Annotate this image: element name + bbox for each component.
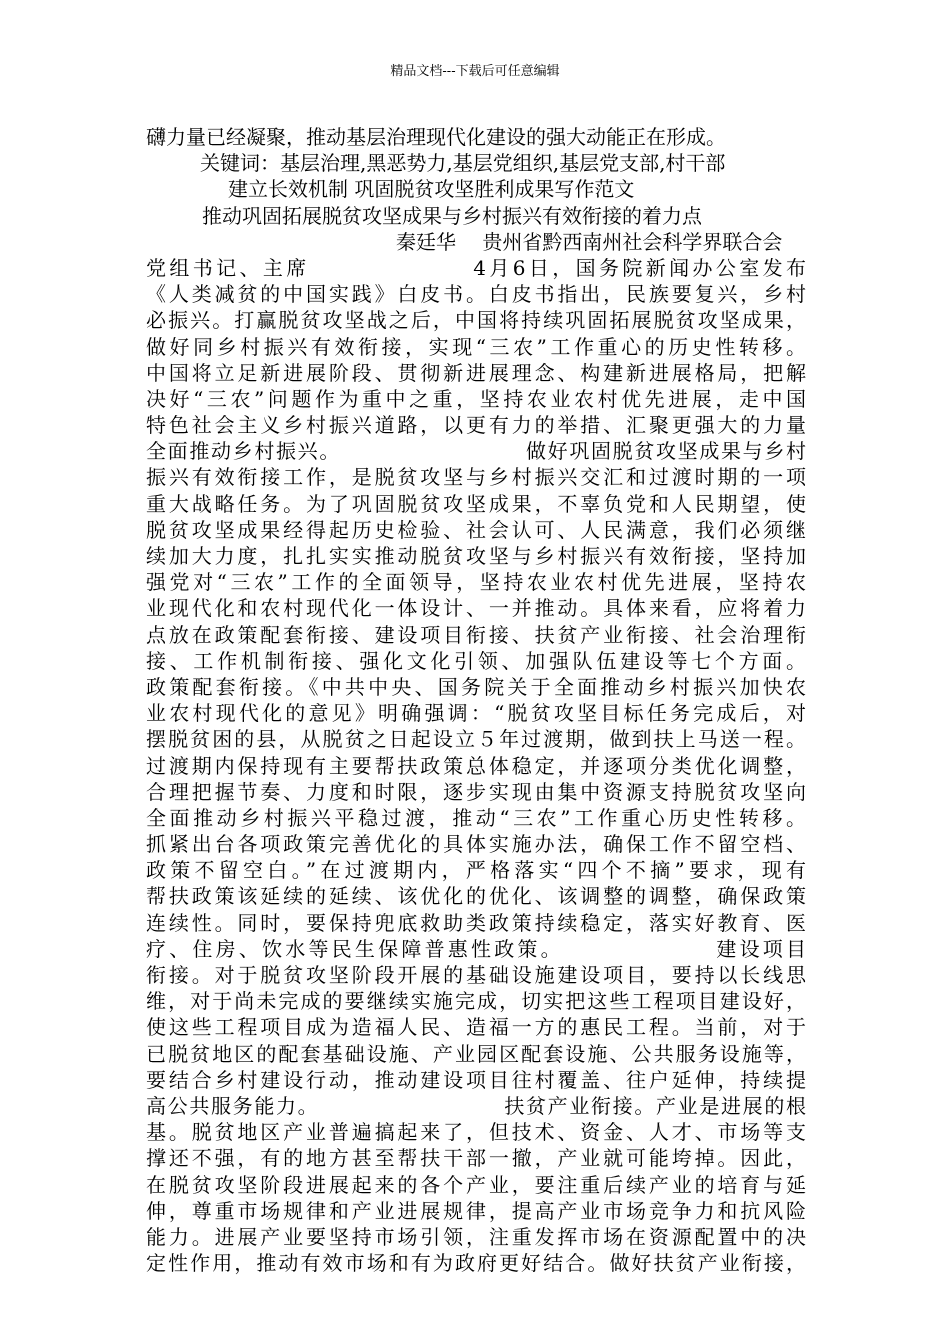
body-line: 过渡期内保持现有主要帮扶政策总体稳定，并逐项分类优化调整， (146, 753, 806, 778)
keywords-line: 关键词：基层治理,黑恶势力,基层党组织,基层党支部,村干部 (200, 151, 726, 176)
body-line: 政策不留空白。”在过渡期内，严格落实“四个不摘”要求，现有 (146, 858, 806, 883)
body-line: 脱贫攻坚成果经得起历史检验、社会认可、人民满意，我们必须继 (146, 517, 806, 542)
body-line: 全面推动乡村振兴。 做好巩固脱贫攻坚成果与乡村 (146, 439, 806, 464)
body-line: 撑还不强，有的地方甚至帮扶干部一撤，产业就可能垮掉。因此， (146, 1146, 806, 1171)
body-line: 接、工作机制衔接、强化文化引领、加强队伍建设等七个方面。 (146, 648, 806, 673)
body-line: 《人类减贫的中国实践》白皮书。白皮书指出，民族要复兴，乡村 (146, 282, 806, 307)
body-line: 衔接。对于脱贫攻坚阶段开展的基础设施建设项目，要持以长线思 (146, 963, 806, 987)
body-line: 伸，尊重市场规律和产业进展规律，提高产业市场竞争力和抗风险 (146, 1198, 806, 1223)
body-line: 抓紧出台各项政策完善优化的具体实施办法，确保工作不留空档、 (146, 832, 806, 857)
body-line: 连续性。同时，要保持兜底救助类政策持续稳定，落实好教育、医 (146, 910, 806, 935)
author-line: 秦廷华 贵州省黔西南州社会科学界联合会 (396, 229, 783, 254)
body-line: 摆脱贫困的县，从脱贫之日起设立５年过渡期，做到扶上马送一程。 (146, 727, 806, 752)
document-body (146, 124, 806, 1276)
section-title: 建立长效机制 巩固脱贫攻坚胜利成果写作范文 (228, 177, 635, 202)
body-line: 定性作用，推动有效市场和有为政府更好结合。做好扶贫产业衔接， (146, 1251, 806, 1276)
body-line: 业现代化和农村现代化一体设计、一并推动。具体来看，应将着力 (146, 596, 806, 621)
body-line: 在脱贫攻坚阶段进展起来的各个产业，要注重后续产业的培育与延 (146, 1172, 806, 1197)
body-line: 已脱贫地区的配套基础设施、产业园区配套设施、公共服务设施等， (146, 1041, 806, 1066)
body-line: 续加大力度，扎扎实实推动脱贫攻坚与乡村振兴有效衔接，坚持加 (146, 544, 806, 568)
body-line: 礴力量已经凝聚，推动基层治理现代化建设的强大动能正在形成。 (146, 125, 726, 149)
page-header: 精品文档---下载后可任意编辑 (390, 64, 560, 79)
body-line: 中国将立足新进展阶段、贯彻新进展理念、构建新进展格局，把解 (146, 360, 806, 385)
body-line: 基。脱贫地区产业普遍搞起来了，但技术、资金、人才、市场等支 (146, 1120, 806, 1145)
body-line: 合理把握节奏、力度和时限，逐步实现由集中资源支持脱贫攻坚向 (146, 779, 806, 804)
body-line: 重大战略任务。为了巩固脱贫攻坚成果，不辜负党和人民期望，使 (146, 491, 806, 516)
body-line: 维，对于尚未完成的要继续实施完成，切实把这些工程项目建设好， (146, 989, 806, 1014)
body-line: 全面推动乡村振兴平稳过渡，推动“三农”工作重心历史性转移。 (146, 805, 806, 830)
body-line: 点放在政策配套衔接、建设项目衔接、扶贫产业衔接、社会治理衔 (146, 622, 806, 647)
body-line: 特色社会主义乡村振兴道路，以更有力的举措、汇聚更强大的力量 (146, 413, 806, 438)
body-line: 政策配套衔接。《中共中央、国务院关于全面推动乡村振兴加快农 (146, 674, 806, 699)
body-line: 高公共服务能力。 扶贫产业衔接。产业是进展的根 (146, 1093, 806, 1118)
article-title: 推动巩固拓展脱贫攻坚成果与乡村振兴有效衔接的着力点 (202, 203, 702, 228)
body-line: 决好“三农”问题作为重中之重，坚持农业农村优先进展，走中国 (146, 386, 806, 411)
body-line: 要结合乡村建设行动，推动建设项目往村覆盖、往户延伸，持续提 (146, 1067, 806, 1092)
body-line: 必振兴。打赢脱贫攻坚战之后，中国将持续巩固拓展脱贫攻坚成果， (146, 308, 806, 333)
body-line: 疗、住房、饮水等民生保障普惠性政策。 建设项目 (146, 936, 806, 961)
body-line: 使这些工程项目成为造福人民、造福一方的惠民工程。当前，对于 (146, 1015, 806, 1040)
body-line: 振兴有效衔接工作，是脱贫攻坚与乡村振兴交汇和过渡时期的一项 (146, 465, 806, 490)
body-line: 帮扶政策该延续的延续、该优化的优化、该调整的调整，确保政策 (146, 884, 806, 909)
body-line: 党组书记、主席 4月6日，国务院新闻办公室发布 (146, 255, 806, 280)
body-line: 能力。进展产业要坚持市场引领，注重发挥市场在资源配置中的决 (146, 1224, 806, 1249)
body-line: 做好同乡村振兴有效衔接，实现“三农”工作重心的历史性转移。 (146, 334, 806, 359)
body-line: 业农村现代化的意见》明确强调：“脱贫攻坚目标任务完成后，对 (146, 701, 806, 726)
body-line: 强党对“三农”工作的全面领导，坚持农业农村优先进展，坚持农 (146, 570, 806, 595)
